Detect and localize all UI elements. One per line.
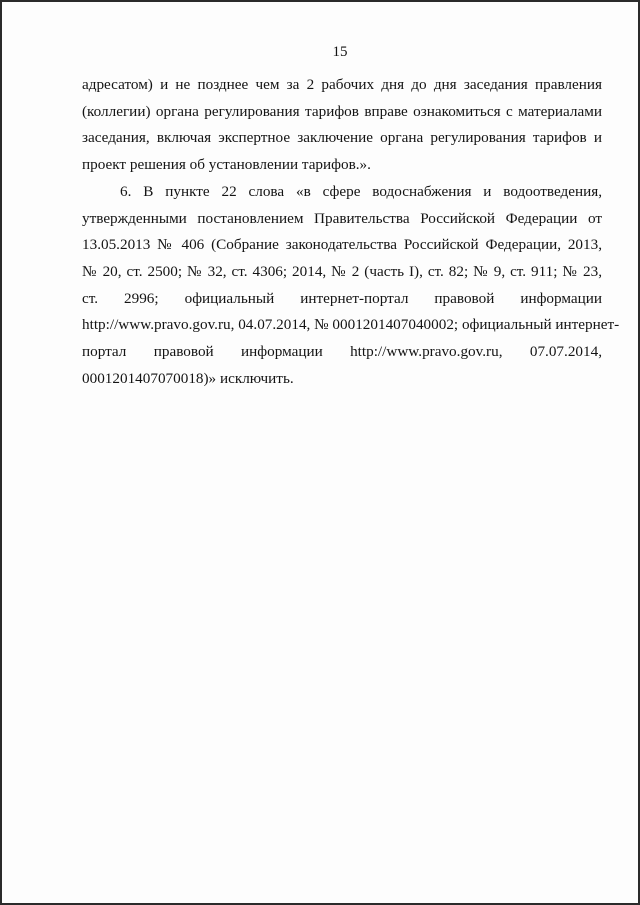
text-line: (коллегии) органа регулирования тарифов вправе ознакомиться с материалами bbox=[82, 102, 602, 120]
text-line: портал правовой информации http://www.pravo.gov.ru, 07.07.2014, bbox=[82, 343, 602, 361]
text-line: 13.05.2013 № 406 (Собрание законодательства Российской Федерации, 2013, bbox=[82, 236, 602, 254]
paragraph-item-6 bbox=[82, 179, 620, 393]
body-text bbox=[82, 72, 620, 392]
text-line: адресатом) и не позднее чем за 2 рабочих дня до дня заседания правления bbox=[82, 76, 602, 93]
paragraph-continuation bbox=[82, 72, 602, 179]
scan-border-left bbox=[0, 0, 2, 905]
page-number: 15 bbox=[332, 44, 348, 60]
text-line: 6. В пункте 22 слова «в сфере водоснабжения и водоотведения, bbox=[120, 182, 602, 200]
text-line: утвержденными постановлением Правительства Российской Федерации от bbox=[82, 209, 602, 227]
text-line: № 20, ст. 2500; № 32, ст. 4306; 2014, № 2 (часть I), ст. 82; № 9, ст. 911; № 23, bbox=[82, 262, 602, 280]
scan-border-top bbox=[0, 0, 640, 2]
text-line: ст. 2996; официальный интернет-портал правовой информации bbox=[82, 289, 602, 307]
text-line: заседания, включая экспертное заключение органа регулирования тарифов и bbox=[82, 129, 602, 147]
text-line: проект решения об установлении тарифов.». bbox=[82, 156, 371, 174]
text-line: http://www.pravo.gov.ru, 04.07.2014, № 0001201407040002; официальный интернет- bbox=[82, 316, 620, 334]
text-line: 0001201407070018)» исключить. bbox=[82, 369, 294, 387]
